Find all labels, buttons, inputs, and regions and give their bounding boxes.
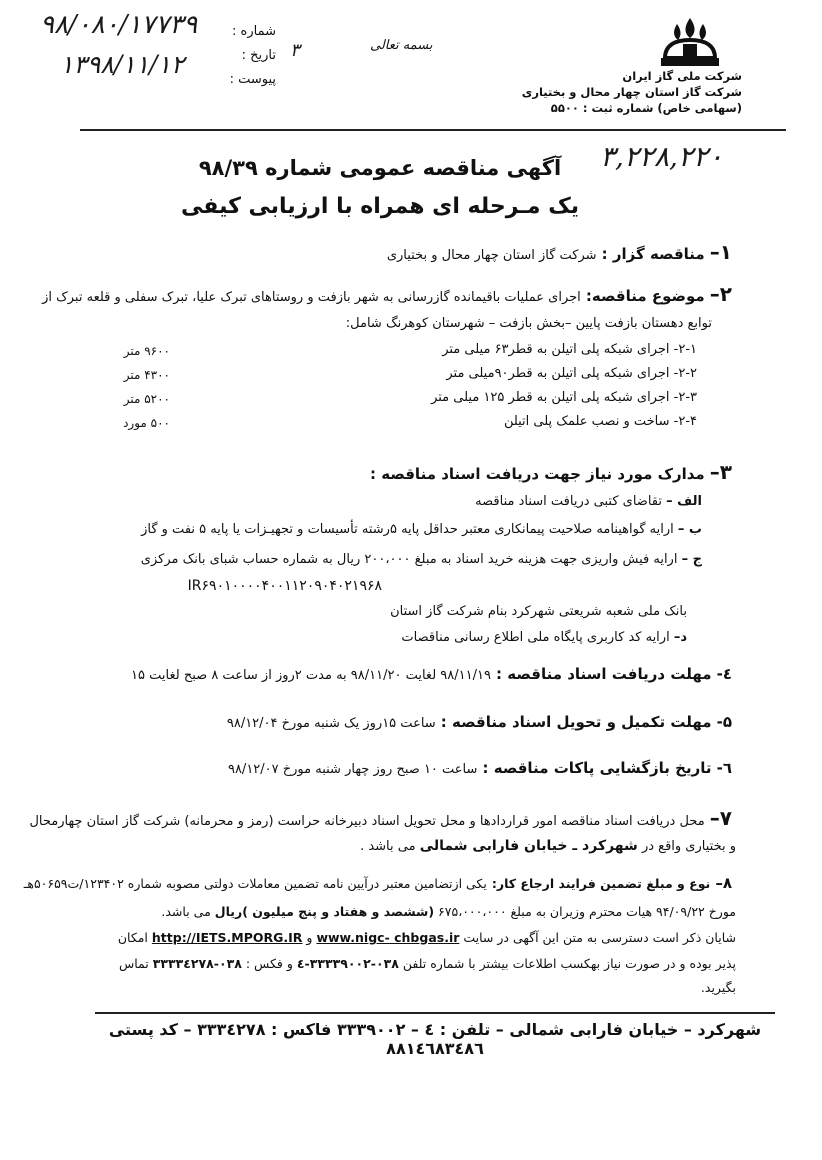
list-item: ۲-۳- اجرای شبکه پلی اتیلن به قطر ۱۲۵ میلی متر — [431, 390, 697, 405]
section-8-line-5: بگیرید. — [700, 980, 736, 995]
section-1 — [92, 240, 732, 268]
meta-labels — [196, 20, 276, 92]
guarantee-amount: (ششصد و هفتاد و پنج میلیون )ریال — [214, 904, 435, 919]
footer-address: شهرکرد – خیابان فارابی شمالی – تلفن : ٤ – ۳۳۳۹۰۰۲ فاکس : ۳۳۳٤۲۷۸ – کد پستی ۸۸۱٤٦۸۳٤۸٦ — [108, 1020, 762, 1058]
section-2-number: ۲– — [709, 282, 732, 306]
company-line-3: (سهامی خاص) شماره ثبت : ۵۵۰۰ — [550, 101, 742, 115]
item-a-text: تقاضای کتبی دریافت اسناد مناقصه — [475, 494, 662, 509]
list-item-qty: ۵۲۰۰ متر — [123, 392, 170, 406]
section-8-label: نوع و مبلغ تضمین فرایند ارجاع کار: — [491, 876, 711, 891]
header-divider — [80, 129, 786, 131]
section-1-label: مناقصه گزار : — [601, 245, 705, 263]
list-item: ۲-۴- ساخت و نصب علمک پلی اتیلن — [503, 414, 697, 429]
item-c-label: ج – — [681, 552, 702, 567]
section-8-text-4-post: تماس — [118, 956, 149, 971]
tender-title: آگهی مناقصه عمومی شماره ۹۸/۳۹ — [198, 156, 562, 180]
section-2-text-1: اجرای عملیات باقیمانده گازرسانی به شهر بازفت و روستاهای تبرک علیا، تبرک سفلی و قلعه تبرک از — [42, 290, 581, 305]
section-7-line-2 — [36, 834, 736, 859]
section-2-line-1 — [32, 282, 732, 310]
section-7-text-2-post: می باشد . — [360, 839, 416, 854]
phone-number: ۰۳۸-۳۳۳۳۹۰۰۲-٤ — [296, 956, 399, 971]
item-c-text: ارایه فیش واریزی جهت هزینه خرید اسناد به مبلغ ۲۰۰،۰۰۰ ریال به شماره حساب شبای بانک مرکزی — [140, 552, 678, 567]
company-line-1: شرکت ملی گاز ایران — [622, 69, 742, 83]
label-attachment: پیوست : — [229, 72, 276, 87]
section-8-line-3 — [36, 926, 736, 950]
company-block — [482, 68, 742, 116]
section-5-number: ۵- — [716, 713, 732, 731]
section-8-text-4-mid: و فکس : — [245, 956, 293, 971]
website-link-iets[interactable]: http://IETS.MPORG.IR — [151, 930, 303, 945]
section-4-number: ٤- — [716, 665, 732, 683]
section-4 — [92, 664, 732, 688]
section-1-number: ۱– — [709, 240, 732, 264]
section-7-address: شهرکرد ـ خیابان فارابی شمالی — [419, 838, 638, 854]
handwritten-letter-number: ۹۸/۰۸۰/۱۷۷۳۹ — [40, 10, 198, 40]
section-5-label: مهلت تکمیل و تحویل اسناد مناقصه : — [440, 713, 712, 731]
footer-divider — [95, 1012, 775, 1014]
item-d-label: د– — [673, 630, 687, 645]
website-link-nigc[interactable]: www.nigc- chbgas.ir — [316, 930, 460, 945]
list-item-qty: ۴۳۰۰ متر — [123, 368, 170, 382]
section-6-text: ساعت ۱۰ صبح روز چهار شنبه مورخ ۹۸/۱۲/۰۷ — [227, 762, 478, 777]
section-8-and: و — [306, 930, 313, 945]
section-6-label: تاریخ بازگشایی پاکات مناقصه : — [482, 759, 712, 777]
list-item: ۲-۱- اجرای شبکه پلی اتیلن به قطر۶۳ میلی متر — [442, 342, 697, 357]
fax-number: ۰۳۸-۳۳۳۳٤۲۷۸ — [152, 956, 242, 971]
section-3-item-d — [187, 626, 687, 650]
bank-name: بانک ملی شعبه شریعتی شهرکرد بنام شرکت گاز استان — [390, 604, 687, 619]
item-b-label: ب – — [677, 522, 702, 537]
section-5 — [172, 712, 732, 736]
section-8-text-3-post: امکان — [117, 930, 148, 945]
section-7-text-2-pre: و بختیاری واقع در — [641, 839, 736, 854]
section-1-text: شرکت گاز استان چهار محال و بختیاری — [386, 248, 597, 263]
label-number: شماره : — [232, 24, 276, 39]
label-date: تاریخ : — [241, 48, 276, 63]
section-7-number: ۷– — [709, 806, 732, 830]
list-item-qty: ۹۶۰۰ متر — [123, 344, 170, 358]
section-3-item-b — [42, 518, 702, 542]
section-8-line-1 — [22, 872, 732, 896]
item-a-label: الف – — [666, 494, 702, 509]
section-4-label: مهلت دریافت اسناد مناقصه : — [496, 665, 712, 683]
handwritten-amount: ۳,۲۲۸,۲۲۰ — [600, 140, 724, 173]
section-5-text: ساعت ۱۵روز یک شنبه مورخ ۹۸/۱۲/۰۴ — [226, 716, 436, 731]
section-8-text-2-post: می باشد. — [161, 904, 211, 919]
section-7-text-1: محل دریافت اسناد مناقصه امور قراردادها و محل تحویل اسناد دبیرخانه حراست (رمز و محرمانه) شرکت گاز استان چهارمحال — [29, 814, 705, 829]
section-7-line-1 — [22, 806, 732, 834]
handwritten-letter-date: ۱۳۹۸/۱۱/۱۲ — [60, 50, 185, 79]
section-6 — [172, 758, 732, 782]
section-8-line-4 — [36, 952, 736, 976]
section-8-number: ۸– — [715, 874, 732, 892]
section-4-text: ۹۸/۱۱/۱۹ لغایت ۹۸/۱۱/۲۰ به مدت ۲روز از ساعت ۸ صبح لغایت ۱۵ — [131, 668, 491, 683]
section-3 — [132, 460, 732, 484]
section-3-item-a — [142, 490, 702, 514]
section-3-number: ۳– — [709, 460, 732, 484]
section-8-text-3-pre: شایان ذکر است دسترسی به متن این آگهی در سایت — [463, 930, 736, 945]
section-3-label: مدارک مورد نیاز جهت دریافت اسناد مناقصه : — [370, 465, 705, 483]
company-line-2: شرکت گاز استان چهار محال و بختیاری — [521, 85, 742, 99]
handwritten-mark: ۳ — [290, 40, 300, 61]
section-8-line-2 — [36, 900, 736, 924]
section-2-line-2: توابع دهستان بازفت پایین –بخش بازفت – شهرستان کوهرنگ شامل: — [345, 316, 712, 331]
list-item-qty: ۵۰۰ مورد — [123, 416, 170, 430]
bismillah: بسمه تعالی — [370, 38, 433, 53]
iban-number: IR۶۹۰۱۰۰۰۰۴۰۰۱۱۲۰۹۰۴۰۲۱۹۶۸ — [187, 578, 382, 594]
list-item: ۲-۲- اجرای شبکه پلی اتیلن به قطر۹۰میلی متر — [446, 366, 697, 381]
section-2-label: موضوع مناقصه: — [585, 287, 705, 305]
section-3-item-c — [22, 548, 702, 572]
section-6-number: ٦- — [716, 759, 732, 777]
tender-subtitle: یک مـرحله ای همراه با ارزیابی کیفی — [181, 194, 579, 219]
section-8-text-4-pre: پذیر بوده و در صورت نیاز بهکسب اطلاعات بیشتر با شماره تلفن — [402, 956, 736, 971]
item-d-text: ارایه کد کاربری پایگاه ملی اطلاع رسانی مناقصات — [401, 630, 670, 645]
item-b-text: ارایه گواهینامه صلاحیت پیمانکاری معتبر حداقل پایه ۵رشته تأسیسات و تجهیـزات یا پایه ۵ نفت و گاز — [141, 522, 674, 537]
section-8-text-2-pre: مورخ ۹۴/۰۹/۲۲ هیات محترم وزیران به مبلغ ۶۷۵،۰۰۰،۰۰۰ — [438, 904, 736, 919]
section-8-text-1: یکی ازتضامین معتبر درآیین نامه تضمین معاملات دولتی مصوبه شماره ۱۲۳۴۰۲/ت۵۰۶۵۹هـ — [23, 876, 487, 891]
